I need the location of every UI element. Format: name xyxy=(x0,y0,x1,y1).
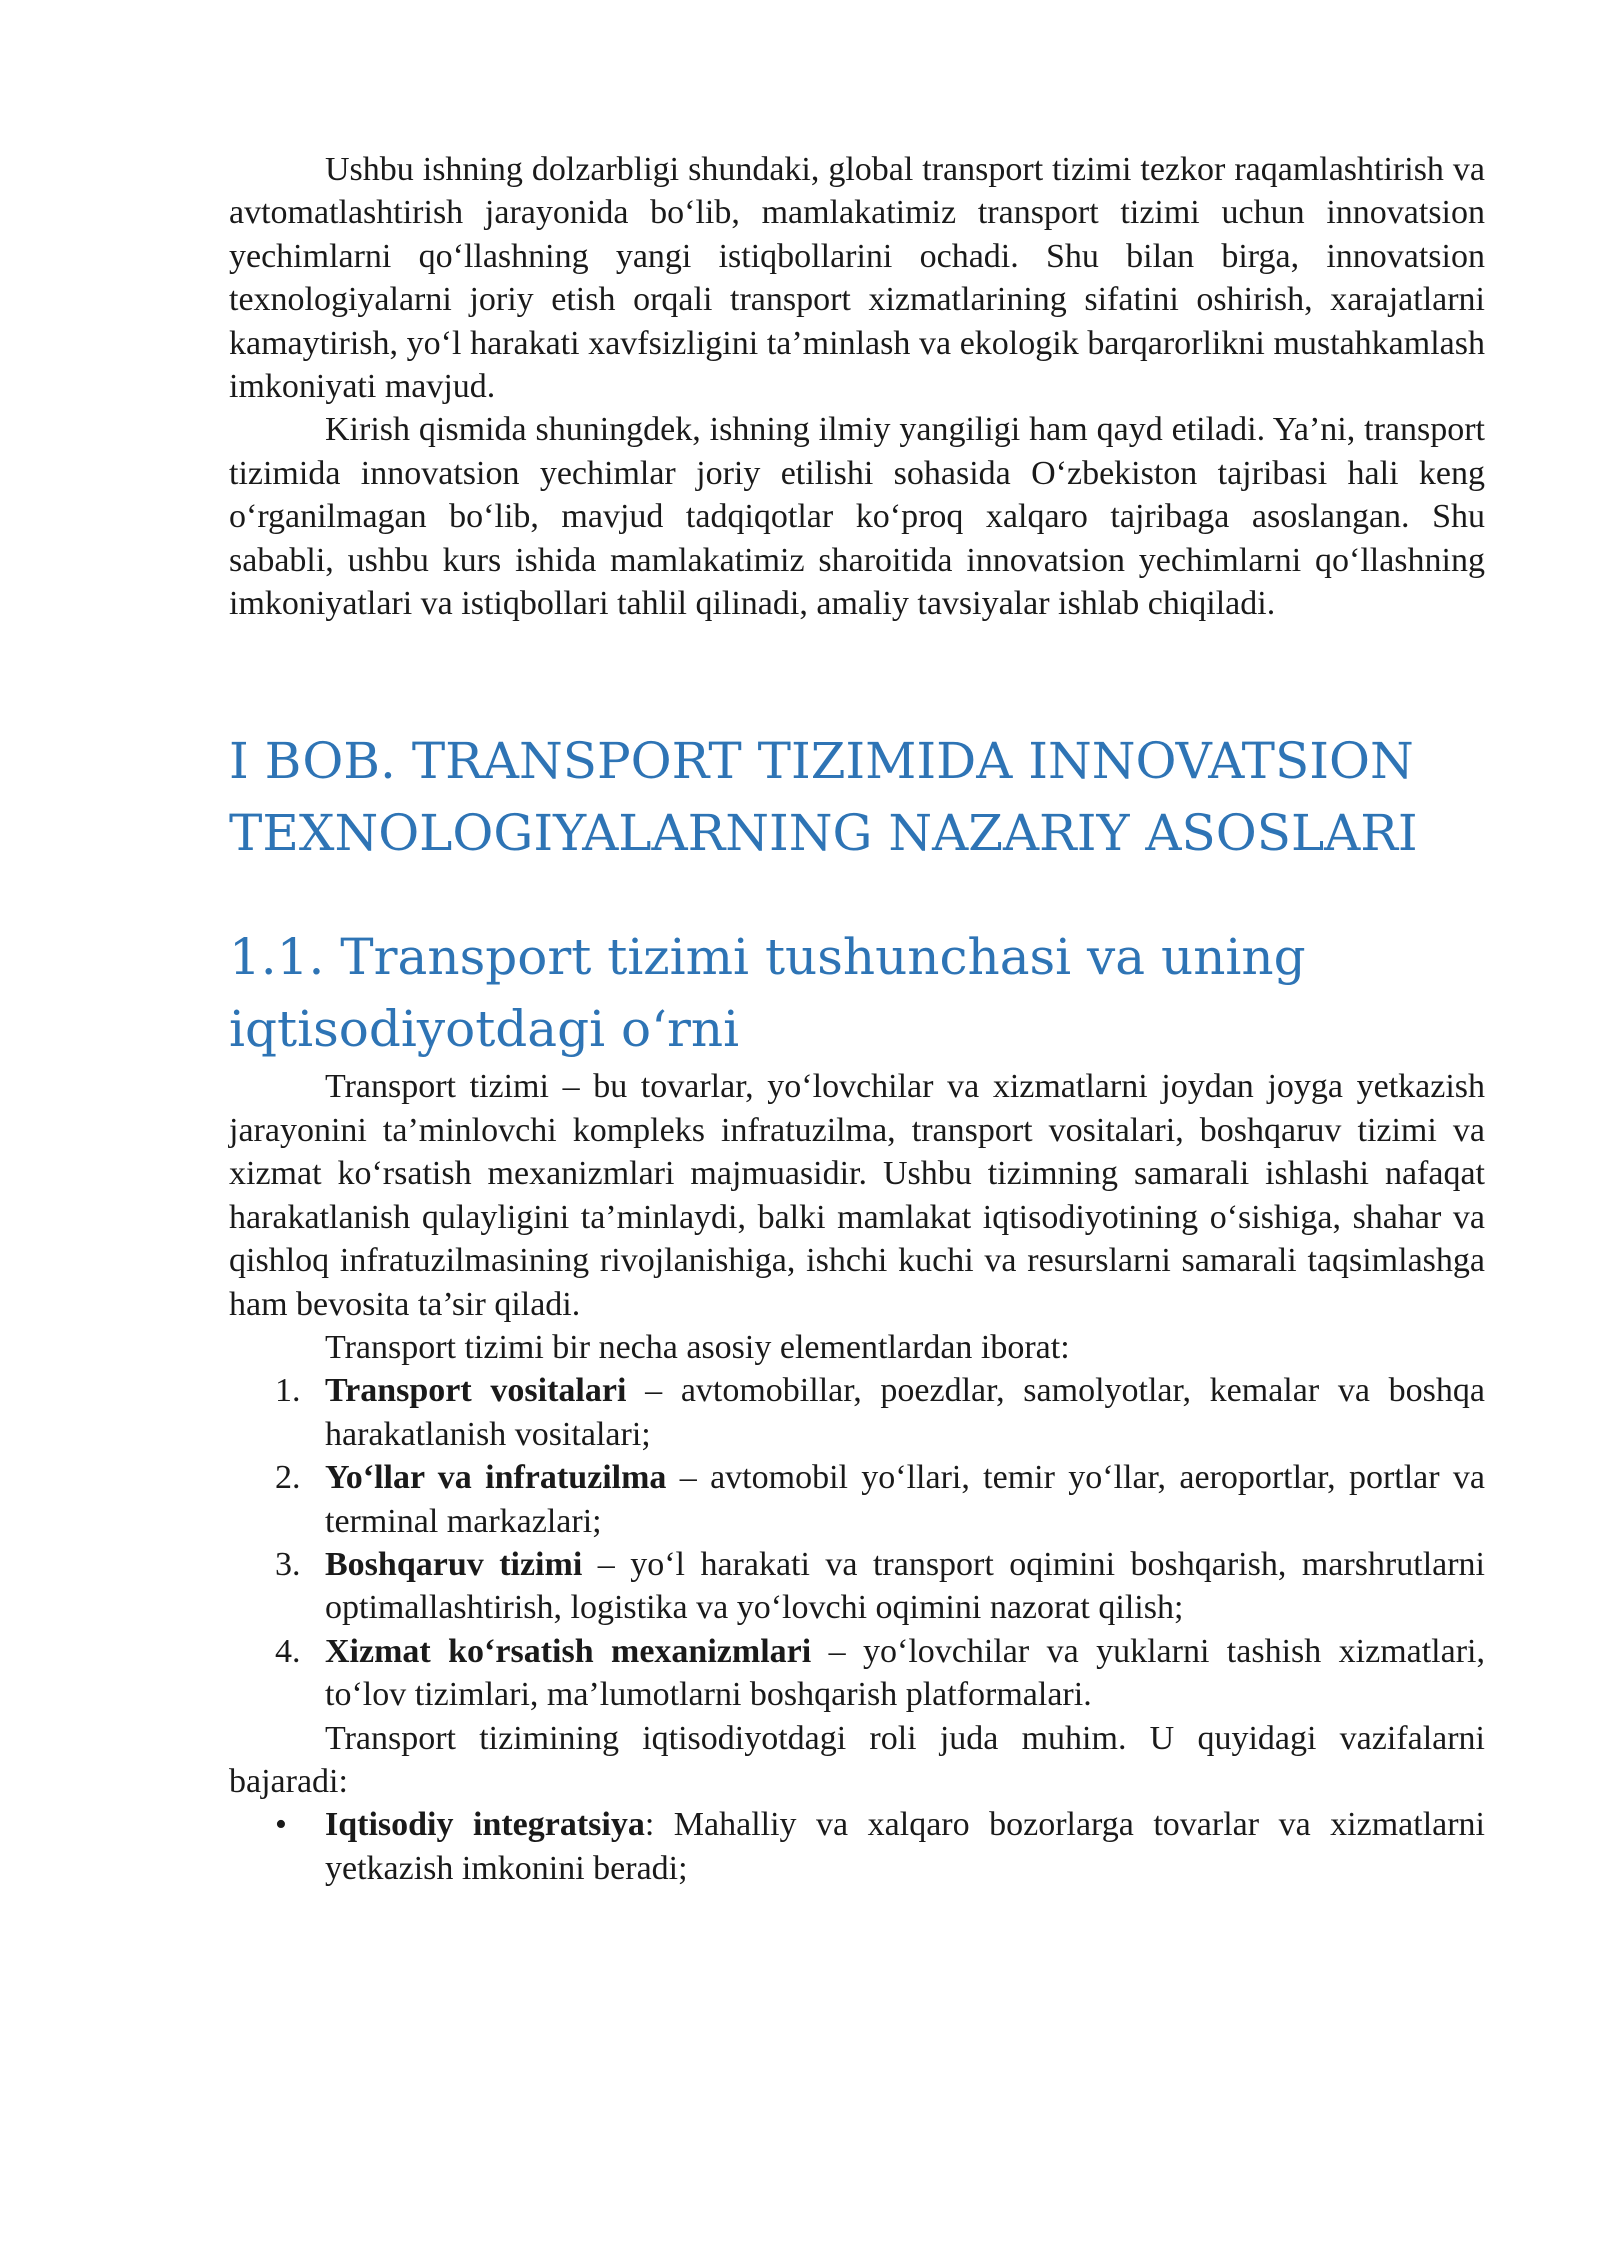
list-number: 2. xyxy=(275,1459,301,1497)
list-term: Transport vositalari xyxy=(325,1372,627,1410)
bullet-text: : Mahalliy va xalqaro bozorlarga tovarlar va xizmatlarni yetkazish imkonini beradi; xyxy=(325,1806,1485,1887)
list-text: – yo‘lovchilar va yuklarni tashish xizmatlari, to‘lov tizimlari, ma’lumotlarni boshqarish platformalari. xyxy=(325,1632,1485,1714)
list-item xyxy=(229,1369,1485,1456)
intro-paragraph-2: Kirish qismida shuningdek, ishning ilmiy yangiligi ham qayd etiladi. Ya’ni, transport tizimida innovatsion yechimlar joriy etilishi sohasida O‘zbekiston tajribasi hali keng o‘rganilmagan bo‘lib, mavjud tadqiqotlar ko‘proq xalqaro tajribaga asoslangan. Shu sababli, ushbu kurs ishida mamlakatimiz sharoitida innovatsion yechimlarni qo‘llashning imkoniyatlari va istiqbollari tahlil qilinadi, amaliy tavsiyalar ishlab chiqiladi. xyxy=(229,411,1485,623)
bullet-icon: • xyxy=(275,1806,287,1844)
section-paragraph-1: Transport tizimi – bu tovarlar, yo‘lovchilar va xizmatlarni joydan joyga yetkazish jarayonini ta’minlovchi kompleks infratuzilma, transport vositalari, boshqaruv tizimi va xizmat ko‘rsatish mexanizmlari majmuasidir. Ushbu tizimning samarali ishlashi nafaqat harakatlanish qulayligini ta’minlaydi, balki mamlakat iqtisodiyotining o‘sishiga, shahar va qishloq infratuzilmasining rivojlanishiga, ishchi kuchi va resurslarni samarali taqsimlashga ham bevosita ta’sir qiladi. xyxy=(229,1068,1485,1323)
bullet-term: Iqtisodiy integratsiya xyxy=(325,1806,645,1844)
list-term: Xizmat ko‘rsatish mexanizmlari xyxy=(325,1632,812,1670)
bullet-item xyxy=(229,1803,1485,1890)
list-term: Boshqaruv tizimi xyxy=(325,1545,583,1583)
section-heading: 1.1. Transport tizimi tushunchasi va uning iqtisodiyotdagi o‘rni xyxy=(229,928,1306,1059)
section-paragraph-2: Transport tizimi bir necha asosiy elementlardan iborat: xyxy=(325,1328,1070,1366)
chapter-heading: I BOB. TRANSPORT TIZIMIDA INNOVATSION TEXNOLOGIYALARNING NAZARIY ASOSLARI xyxy=(229,732,1418,863)
section-paragraph-3: Transport tizimining iqtisodiyotdagi roli juda muhim. U quyidagi vazifalarni bajaradi: xyxy=(229,1719,1485,1800)
list-number: 3. xyxy=(275,1545,301,1583)
list-number: 4. xyxy=(275,1632,301,1670)
document-page xyxy=(229,148,1485,1890)
elements-list xyxy=(229,1369,1485,1716)
list-text: – avtomobillar, poezdlar, samolyotlar, kemalar va boshqa harakatlanish vositalari; xyxy=(325,1372,1485,1453)
roles-list xyxy=(229,1803,1485,1890)
list-number: 1. xyxy=(275,1372,301,1410)
list-item xyxy=(229,1543,1485,1630)
list-term: Yo‘llar va infratuzilma xyxy=(325,1459,667,1497)
intro-paragraph-1: Ushbu ishning dolzarbligi shundaki, global transport tizimi tezkor raqamlashtirish va avtomatlashtirish jarayonida bo‘lib, mamlakatimiz transport tizimi uchun innovatsion yechimlarni qo‘llashning yangi istiqbollarini ochadi. Shu bilan birga, innovatsion texnologiyalarni joriy etish orqali transport xizmatlarining sifatini oshirish, xarajatlarni kamaytirish, yo‘l harakati xavfsizligini ta’minlash va ekologik barqarorlikni mustahkamlash imkoniyati mavjud. xyxy=(229,151,1485,406)
list-text: – avtomobil yo‘llari, temir yo‘llar, aeroportlar, portlar va terminal markazlari; xyxy=(325,1459,1485,1540)
list-item xyxy=(229,1630,1485,1717)
list-item xyxy=(229,1456,1485,1543)
list-text: – yo‘l harakati va transport oqimini boshqarish, marshrutlarni optimallashtirish, logistika va yo‘lovchi oqimini nazorat qilish; xyxy=(325,1545,1485,1627)
